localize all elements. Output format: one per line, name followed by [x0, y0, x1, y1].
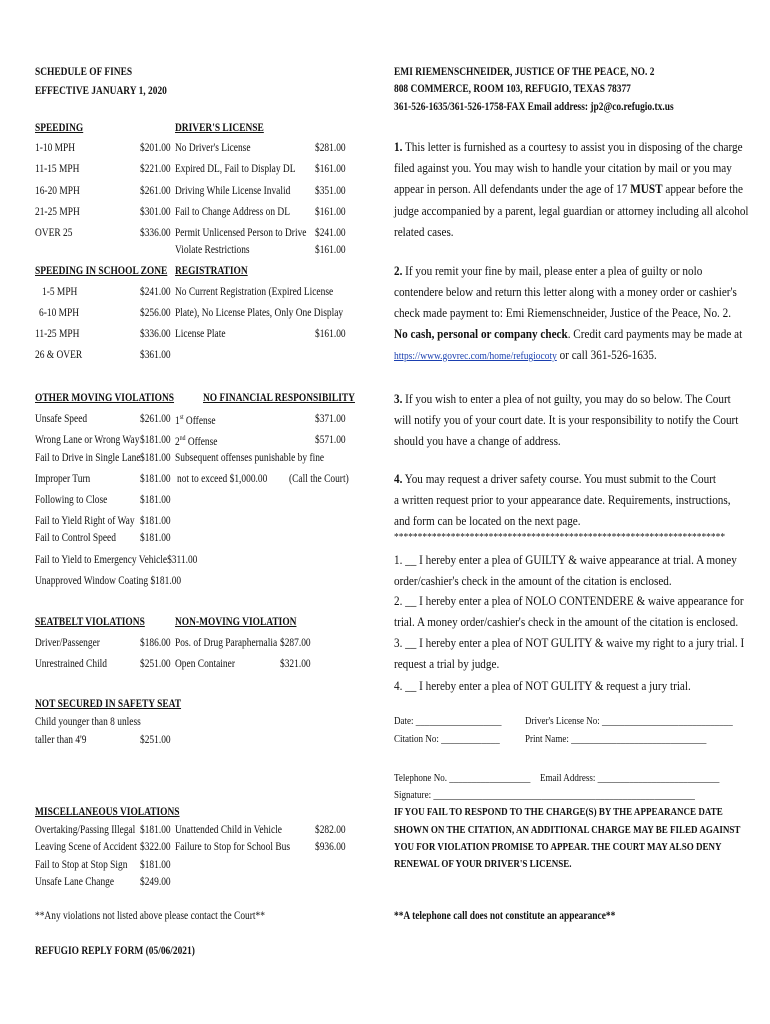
- warning-line: RENEWAL OF YOUR DRIVER'S LICENSE.: [394, 858, 572, 870]
- second-offense-label: 2nd Offense: [175, 434, 218, 448]
- speeding-row-amount: $336.00: [140, 227, 171, 239]
- justice-header: EMI RIEMENSCHNEIDER, JUSTICE OF THE PEACE, NO. 2: [394, 66, 655, 78]
- moving-row-amount: $181.00: [140, 434, 171, 446]
- speeding-row-label: 21-25 MPH: [35, 206, 80, 218]
- paragraph-2-line: check made payment to: Emi Riemenschneider, Justice of the Peace, No. 2.: [394, 305, 732, 320]
- moving-row-label: Unsafe Speed: [35, 413, 88, 425]
- misc-row-label: Unattended Child in Vehicle: [175, 824, 282, 836]
- misc-row-amount: $322.00: [140, 841, 171, 853]
- first-offense-amount: $371.00: [315, 413, 346, 425]
- misc-row-amount: $181.00: [140, 824, 171, 836]
- emergency-vehicle-row: Fail to Yield to Emergency Vehicle$311.00: [35, 554, 198, 566]
- plea-option-line: request a trial by judge.: [394, 656, 500, 671]
- moving-row-amount: $181.00: [140, 473, 171, 485]
- citation-field[interactable]: Citation No: _____________: [394, 733, 500, 745]
- dl-row-label: Expired DL, Fail to Display DL: [175, 163, 296, 175]
- paragraph-2-line: No cash, personal or company check. Credit card payments may be made at: [394, 326, 743, 341]
- speeding-row-label: 11-15 MPH: [35, 163, 80, 175]
- paragraph-3-line: should you have a change of address.: [394, 433, 561, 448]
- subsequent-offenses: Subsequent offenses punishable by fine: [175, 452, 325, 464]
- paragraph-3-line: 3. If you wish to enter a plea of not guilty, you may do so below. The Court: [394, 391, 731, 406]
- plea-option-line[interactable]: 3. __ I hereby enter a plea of NOT GULITY & waive my right to a jury trial. I: [394, 635, 745, 650]
- moving-row-amount: $181.00: [140, 515, 171, 527]
- speeding-row-label: OVER 25: [35, 227, 73, 239]
- school-zone-row-label: 26 & OVER: [35, 349, 83, 361]
- paragraph-1-line: appear in person. All defendants under the age of 17 MUST appear before the: [394, 181, 743, 196]
- moving-violations-heading: OTHER MOVING VIOLATIONS: [35, 392, 175, 404]
- school-zone-row-amount: $241.00: [140, 286, 171, 298]
- paragraph-3-line: will notify you of your court date. It is your responsibility to notify the Court: [394, 412, 739, 427]
- dl-row-amount: $281.00: [315, 142, 346, 154]
- school-zone-row-amount: $336.00: [140, 328, 171, 340]
- safety-seat-heading: NOT SECURED IN SAFETY SEAT: [35, 698, 182, 710]
- misc-row-label: Fail to Stop at Stop Sign: [35, 859, 128, 871]
- non-moving-row-label: Open Container: [175, 658, 235, 670]
- paragraph-4-line: 4. You may request a driver safety course. You must submit to the Court: [394, 471, 717, 486]
- any-violations-note: **Any violations not listed above please contact the Court**: [35, 910, 265, 922]
- safety-seat-line: taller than 4'9: [35, 734, 87, 746]
- dl-row-label: No Driver's License: [175, 142, 251, 154]
- moving-row-label: Following to Close: [35, 494, 108, 506]
- misc-row-amount: $936.00: [315, 841, 346, 853]
- date-field[interactable]: Date: ___________________: [394, 715, 502, 727]
- speeding-heading: SPEEDING: [35, 122, 84, 134]
- payment-link[interactable]: https://www.govrec.com/home/refugiocoty: [394, 350, 557, 362]
- registration-line: License Plate: [175, 328, 226, 340]
- non-moving-row-label: Pos. of Drug Paraphernalia: [175, 637, 278, 649]
- dl-row-label: Fail to Change Address on DL: [175, 206, 290, 218]
- misc-row-label: Unsafe Lane Change: [35, 876, 115, 888]
- misc-heading: MISCELLANEOUS VIOLATIONS: [35, 806, 180, 818]
- seatbelt-row-amount: $186.00: [140, 637, 171, 649]
- call-court: (Call the Court): [289, 473, 349, 485]
- dl-row-label: Violate Restrictions: [175, 244, 250, 256]
- dl-row-amount: $241.00: [315, 227, 346, 239]
- dl-row-amount: $161.00: [315, 163, 346, 175]
- safety-seat-amount: $251.00: [140, 734, 171, 746]
- speeding-row-label: 16-20 MPH: [35, 185, 80, 197]
- paragraph-1-line: 1. This letter is furnished as a courtesy to assist you in disposing of the charge: [394, 139, 743, 154]
- misc-row-amount: $282.00: [315, 824, 346, 836]
- effective-date: EFFECTIVE JANUARY 1, 2020: [35, 85, 167, 97]
- moving-row-label: Fail to Yield Right of Way: [35, 515, 135, 527]
- speeding-row-amount: $261.00: [140, 185, 171, 197]
- dl-row-amount: $161.00: [315, 244, 346, 256]
- moving-row-label: Fail to Drive in Single Lane: [35, 452, 141, 464]
- paragraph-1-line: judge accompanied by a parent, legal guardian or attorney including all alcohol: [394, 203, 749, 218]
- seatbelt-row-label: Unrestrained Child: [35, 658, 108, 670]
- drivers-license-heading: DRIVER'S LICENSE: [175, 122, 264, 134]
- school-zone-heading: SPEEDING IN SCHOOL ZONE: [35, 265, 168, 277]
- speeding-row-amount: $301.00: [140, 206, 171, 218]
- plea-option-line[interactable]: 4. __ I hereby enter a plea of NOT GULITY & request a jury trial.: [394, 678, 691, 693]
- school-zone-row-amount: $361.00: [140, 349, 171, 361]
- moving-row-label: Improper Turn: [35, 473, 91, 485]
- registration-line: No Current Registration (Expired License: [175, 286, 334, 298]
- seatbelt-heading: SEATBELT VIOLATIONS: [35, 616, 145, 628]
- separator-stars: **********************************************************************: [394, 531, 726, 543]
- moving-row-amount: $181.00: [140, 452, 171, 464]
- moving-row-label: Fail to Control Speed: [35, 532, 116, 544]
- email-field[interactable]: Email Address: ___________________________: [540, 772, 720, 784]
- paragraph-4-line: a written request prior to your appearance date. Requirements, instructions,: [394, 492, 731, 507]
- seatbelt-row-amount: $251.00: [140, 658, 171, 670]
- moving-row-amount: $181.00: [140, 494, 171, 506]
- registration-heading: REGISTRATION: [175, 265, 248, 277]
- print-name-field[interactable]: Print Name: ______________________________: [525, 733, 707, 745]
- window-coating-row: Unapproved Window Coating $181.00: [35, 575, 182, 587]
- telephone-field[interactable]: Telephone No. __________________: [394, 772, 531, 784]
- paragraph-4-line: and form can be located on the next page.: [394, 513, 581, 528]
- misc-row-label: Overtaking/Passing Illegal: [35, 824, 136, 836]
- paragraph-1-line: filed against you. You may wish to handle your citation by mail or you may: [394, 160, 732, 175]
- dl-row-amount: $351.00: [315, 185, 346, 197]
- dl-row-label: Driving While License Invalid: [175, 185, 291, 197]
- speeding-row-amount: $201.00: [140, 142, 171, 154]
- school-zone-row-label: 11-25 MPH: [35, 328, 80, 340]
- school-zone-row-label: 6-10 MPH: [39, 307, 80, 319]
- misc-row-amount: $249.00: [140, 876, 171, 888]
- paragraph-2-line: contendere below and return this letter along with a money order or cashier's: [394, 284, 737, 299]
- moving-row-amount: $181.00: [140, 532, 171, 544]
- speeding-row-label: 1-10 MPH: [35, 142, 76, 154]
- non-moving-row-amount: $321.00: [280, 658, 311, 670]
- warning-line: YOU FOR VIOLATION PROMISE TO APPEAR. THE COURT MAY ALSO DENY: [394, 841, 722, 853]
- paragraph-2-line: 2. If you remit your fine by mail, please enter a plea of guilty or nolo: [394, 263, 703, 278]
- non-moving-row-amount: $287.00: [280, 637, 311, 649]
- dl-row-label: Permit Unlicensed Person to Drive: [175, 227, 307, 239]
- misc-row-label: Failure to Stop for School Bus: [175, 841, 291, 853]
- moving-row-label: Wrong Lane or Wrong Way: [35, 434, 140, 446]
- telephone-note: **A telephone call does not constitute an appearance**: [394, 910, 616, 922]
- plea-option-line: order/cashier's check in the amount of the citation is enclosed.: [394, 573, 672, 588]
- plea-option-line[interactable]: 2. __ I hereby enter a plea of NOLO CONTENDERE & waive appearance for: [394, 593, 744, 608]
- address-header: 808 COMMERCE, ROOM 103, REFUGIO, TEXAS 78377: [394, 83, 631, 95]
- reply-form-title: REFUGIO REPLY FORM (05/06/2021): [35, 945, 195, 957]
- misc-row-amount: $181.00: [140, 859, 171, 871]
- not-exceed: not to exceed $1,000.00: [177, 473, 268, 485]
- paragraph-1-line: related cases.: [394, 224, 454, 239]
- second-offense-amount: $571.00: [315, 434, 346, 446]
- signature-field[interactable]: Signature: __________________________________________________________: [394, 789, 695, 801]
- speeding-row-amount: $221.00: [140, 163, 171, 175]
- contact-header: 361-526-1635/361-526-1758-FAX Email address: jp2@co.refugio.tx.us: [394, 101, 674, 113]
- paragraph-2-line: https://www.govrec.com/home/refugiocoty or call 361-526-1635.: [394, 347, 657, 362]
- registration-line: Plate), No License Plates, Only One Display: [175, 307, 344, 319]
- dl-row-amount: $161.00: [315, 206, 346, 218]
- moving-row-amount: $261.00: [140, 413, 171, 425]
- seatbelt-row-label: Driver/Passenger: [35, 637, 100, 649]
- registration-amount: $161.00: [315, 328, 346, 340]
- plea-option-line: trial. A money order/cashier's check in the amount of the citation is enclosed.: [394, 614, 739, 629]
- non-moving-heading: NON-MOVING VIOLATION: [175, 616, 297, 628]
- school-zone-row-label: 1-5 MPH: [42, 286, 78, 298]
- safety-seat-line: Child younger than 8 unless: [35, 716, 141, 728]
- school-zone-row-amount: $256.00: [140, 307, 171, 319]
- drivers-license-field[interactable]: Driver's License No: _____________________________: [525, 715, 733, 727]
- financial-responsibility-heading: NO FINANCIAL RESPONSIBILITY: [203, 392, 355, 404]
- plea-option-line[interactable]: 1. __ I hereby enter a plea of GUILTY & waive appearance at trial. A money: [394, 552, 737, 567]
- schedule-title: SCHEDULE OF FINES: [35, 66, 133, 78]
- misc-row-label: Leaving Scene of Accident: [35, 841, 137, 853]
- warning-line: SHOWN ON THE CITATION, AN ADDITIONAL CHARGE MAY BE FILED AGAINST: [394, 824, 741, 836]
- first-offense-label: 1st Offense: [175, 413, 216, 427]
- warning-line: IF YOU FAIL TO RESPOND TO THE CHARGE(S) BY THE APPEARANCE DATE: [394, 806, 723, 818]
